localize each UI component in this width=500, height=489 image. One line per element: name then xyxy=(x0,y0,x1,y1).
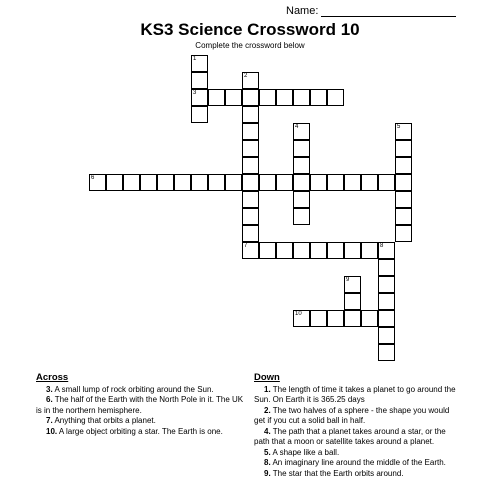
clue-number-label: 8 xyxy=(380,243,384,249)
across-heading: Across xyxy=(36,372,69,383)
crossword-cell[interactable] xyxy=(140,174,157,191)
clue-across-7 xyxy=(36,416,246,427)
crossword-cell[interactable] xyxy=(191,89,208,106)
crossword-cell[interactable] xyxy=(242,157,259,174)
name-label: Name: xyxy=(286,5,319,17)
crossword-cell[interactable] xyxy=(293,140,310,157)
clue-down-1 xyxy=(254,385,462,406)
crossword-cell[interactable] xyxy=(293,89,310,106)
clue-number: 9. xyxy=(264,468,271,478)
crossword-cell[interactable] xyxy=(344,293,361,310)
crossword-cell[interactable] xyxy=(395,208,412,225)
crossword-cell[interactable] xyxy=(242,208,259,225)
clue-number: 8. xyxy=(264,458,271,467)
crossword-cell[interactable] xyxy=(259,174,276,191)
crossword-cell[interactable] xyxy=(293,191,310,208)
crossword-cell[interactable] xyxy=(327,174,344,191)
crossword-cell[interactable] xyxy=(259,89,276,106)
clue-number: 2. xyxy=(264,405,271,415)
crossword-cell[interactable] xyxy=(378,327,395,344)
crossword-cell[interactable] xyxy=(361,174,378,191)
clue-text: The two halves of a sphere - the shape you would get if you cut a solid ball in half. xyxy=(254,405,450,425)
clue-down-8 xyxy=(254,458,462,469)
page-title: KS3 Science Crossword 10 xyxy=(140,20,360,39)
down-clues xyxy=(254,373,462,479)
crossword-cell[interactable] xyxy=(327,242,344,259)
clue-down-5 xyxy=(254,448,462,459)
clue-text: The length of time it takes a planet to go around the Sun. On Earth it is 365.25 days xyxy=(254,384,456,404)
down-heading: Down xyxy=(254,372,280,383)
crossword-cell[interactable] xyxy=(242,72,259,89)
crossword-cell[interactable] xyxy=(310,310,327,327)
clue-across-10 xyxy=(36,427,246,438)
crossword-cell[interactable] xyxy=(395,157,412,174)
crossword-cell[interactable] xyxy=(293,157,310,174)
crossword-cell[interactable] xyxy=(395,140,412,157)
crossword-cell[interactable] xyxy=(106,174,123,191)
clue-text: The star that the Earth orbits around. xyxy=(272,468,404,478)
clue-number-label: 5 xyxy=(397,124,401,130)
clue-text: The half of the Earth with the North Pole in it. The UK is in the northern hemisphere. xyxy=(36,395,244,415)
crossword-cell[interactable] xyxy=(378,276,395,293)
clue-number-label: 10 xyxy=(295,311,302,317)
crossword-cell[interactable] xyxy=(395,123,412,140)
crossword-cell[interactable] xyxy=(310,242,327,259)
clue-number-label: 1 xyxy=(193,56,197,62)
crossword-cell[interactable] xyxy=(395,174,412,191)
clue-across-6 xyxy=(36,395,246,416)
crossword-cell[interactable] xyxy=(157,174,174,191)
crossword-cell[interactable] xyxy=(293,242,310,259)
clue-text: A small lump of rock orbiting around the Sun. xyxy=(54,384,214,394)
crossword-cell[interactable] xyxy=(208,174,225,191)
crossword-cell[interactable] xyxy=(378,174,395,191)
crossword-cell[interactable] xyxy=(242,140,259,157)
crossword-cell[interactable] xyxy=(310,174,327,191)
crossword-cell[interactable] xyxy=(242,89,259,106)
crossword-cell[interactable] xyxy=(242,106,259,123)
crossword-cell[interactable] xyxy=(378,293,395,310)
crossword-cell[interactable] xyxy=(361,242,378,259)
crossword-cell[interactable] xyxy=(293,174,310,191)
crossword-cell[interactable] xyxy=(395,191,412,208)
clue-down-9 xyxy=(254,469,462,480)
clue-number: 5. xyxy=(264,447,271,457)
crossword-cell[interactable] xyxy=(242,242,259,259)
crossword-cell[interactable] xyxy=(208,89,225,106)
crossword-cell[interactable] xyxy=(378,242,395,259)
clue-text: A large object orbiting a star. The Earth is one. xyxy=(58,426,223,436)
clue-number-label: 2 xyxy=(244,73,248,79)
crossword-cell[interactable] xyxy=(225,89,242,106)
crossword-cell[interactable] xyxy=(242,174,259,191)
crossword-cell[interactable] xyxy=(293,123,310,140)
clue-number-label: 3 xyxy=(193,90,197,96)
clue-text: A shape like a ball. xyxy=(272,447,340,457)
crossword-cell[interactable] xyxy=(378,310,395,327)
clue-number: 4. xyxy=(264,426,271,436)
crossword-cell[interactable] xyxy=(395,225,412,242)
crossword-cell[interactable] xyxy=(123,174,140,191)
crossword-cell[interactable] xyxy=(378,259,395,276)
clue-number-label: 4 xyxy=(295,124,299,130)
clue-text: The path that a planet takes around a star, or the path that a moon or satellite takes around a planet. xyxy=(254,426,446,446)
crossword-cell[interactable] xyxy=(191,55,208,72)
crossword-cell[interactable] xyxy=(276,89,293,106)
crossword-cell[interactable] xyxy=(259,242,276,259)
crossword-cell[interactable] xyxy=(242,123,259,140)
clue-number: 10. xyxy=(46,426,58,436)
crossword-cell[interactable] xyxy=(191,174,208,191)
clue-number-label: 7 xyxy=(244,243,248,249)
clue-number-label: 6 xyxy=(91,175,95,181)
clue-number: 3. xyxy=(46,384,53,394)
crossword-cell[interactable] xyxy=(344,310,361,327)
crossword-cell[interactable] xyxy=(327,89,344,106)
crossword-cell[interactable] xyxy=(327,310,344,327)
clue-text: Anything that orbits a planet. xyxy=(54,416,156,425)
page-subtitle: Complete the crossword below xyxy=(195,41,305,50)
crossword-cell[interactable] xyxy=(293,310,310,327)
clue-down-2 xyxy=(254,406,462,427)
crossword-cell[interactable] xyxy=(191,106,208,123)
crossword-cell[interactable] xyxy=(225,174,242,191)
crossword-cell[interactable] xyxy=(344,174,361,191)
crossword-cell[interactable] xyxy=(361,310,378,327)
clue-number: 6. xyxy=(46,395,53,404)
crossword-cell[interactable] xyxy=(191,72,208,89)
crossword-cell[interactable] xyxy=(378,344,395,361)
crossword-cell[interactable] xyxy=(242,225,259,242)
crossword-cell[interactable] xyxy=(310,89,327,106)
crossword-cell[interactable] xyxy=(242,191,259,208)
crossword-cell[interactable] xyxy=(344,276,361,293)
crossword-cell[interactable] xyxy=(276,174,293,191)
across-clues xyxy=(36,373,246,437)
crossword-cell[interactable] xyxy=(89,174,106,191)
clue-text: An imaginary line around the middle of the Earth. xyxy=(272,458,446,467)
clue-number: 7. xyxy=(46,416,53,425)
clue-across-3 xyxy=(36,385,246,396)
crossword-cell[interactable] xyxy=(293,208,310,225)
crossword-cell[interactable] xyxy=(174,174,191,191)
clue-number-label: 9 xyxy=(346,277,350,283)
crossword-cell[interactable] xyxy=(344,242,361,259)
crossword-cell[interactable] xyxy=(276,242,293,259)
clue-number: 1. xyxy=(264,384,271,394)
clue-down-4 xyxy=(254,427,462,448)
